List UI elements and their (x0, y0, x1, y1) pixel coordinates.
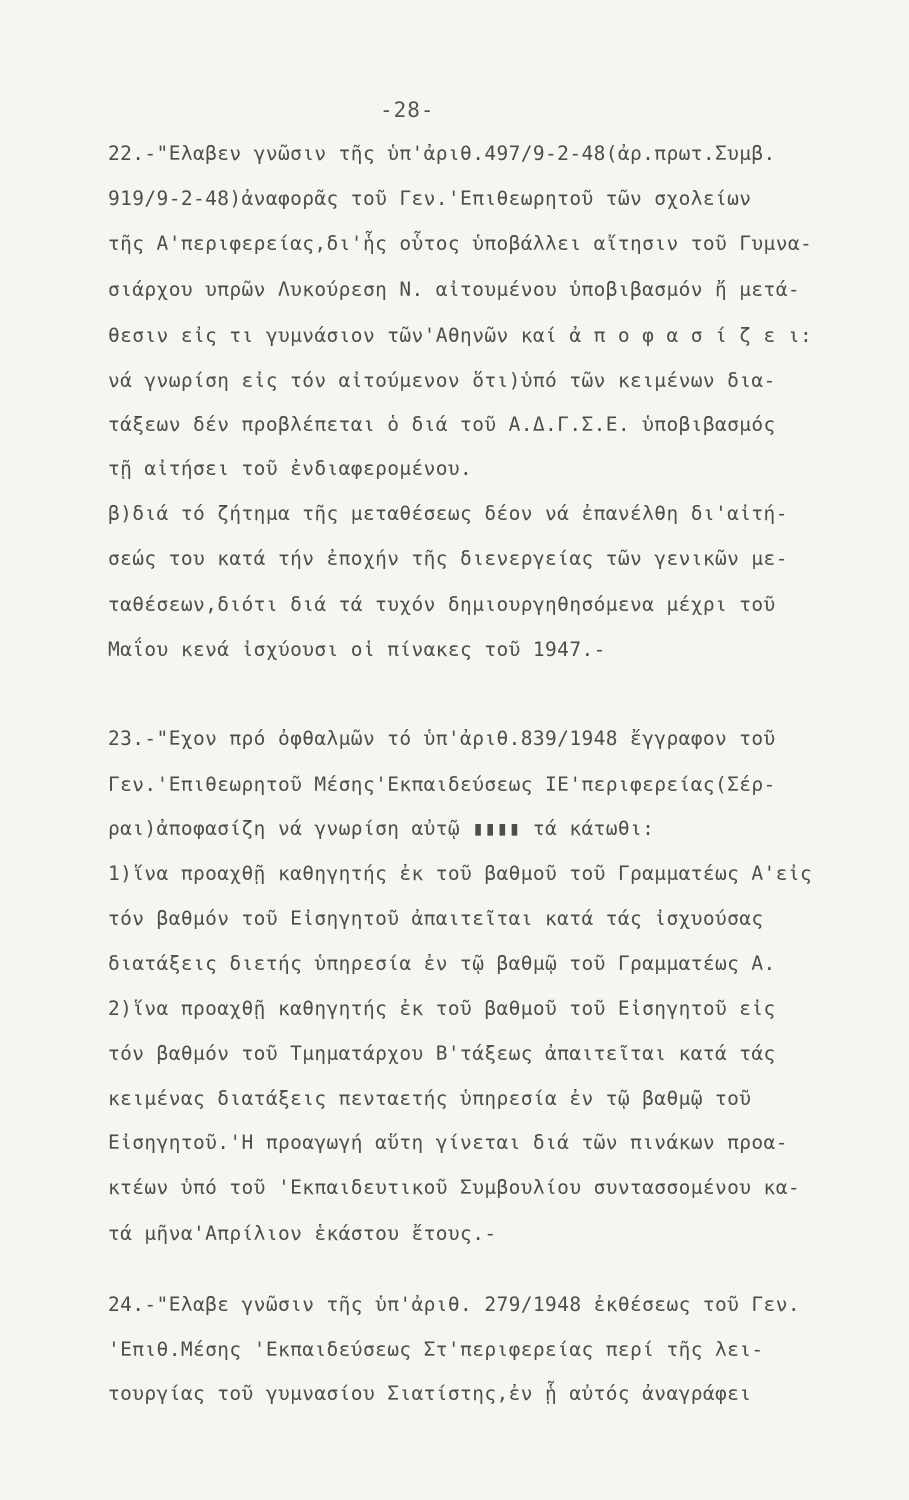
text-line: 'Επιθ.Μέσης 'Εκπαιδεύσεως Στ'περιφερείας περί τῆς λει- (108, 1338, 764, 1361)
text-line: ραι)ἀποφασίζη νά γνωρίση αὐτῷ ▮▮▮▮ τά κάτωθι: (108, 817, 655, 840)
text-line: νά γνωρίση εἰς τόν αἰτούμενον ὅτι)ὑπό τῶν κειμένων δια- (108, 369, 776, 392)
text-line: τῆς Α'περιφερείας,δι'ἧς οὗτος ὑποβάλλει αἴτησιν τοῦ Γυμνα- (108, 232, 813, 255)
text-line: κειμένας διατάξεις πενταετής ὑπηρεσία ἐν τῷ βαθμῷ τοῦ (108, 1087, 752, 1110)
text-line: τουργίας τοῦ γυμνασίου Σιατίστης,ἐν ᾗ αὐτός ἀναγράφει (108, 1382, 752, 1405)
text-line: 919/9-2-48)ἀναφορᾶς τοῦ Γεν.'Επιθεωρητοῦ τῶν σχολείων (108, 187, 752, 210)
text-line: β)διά τό ζήτημα τῆς μεταθέσεως δέον νά ἐπανέλθη δι'αἰτή- (108, 502, 788, 525)
text-line: 22.-"Ελαβεν γνῶσιν τῆς ὑπ'ἀριθ.497/9-2-48(ἀρ.πρωτ.Συμβ. (108, 142, 776, 165)
text-line: Γεν.'Επιθεωρητοῦ Μέσης'Εκπαιδεύσεως ΙΕ'περιφερείας(Σέρ- (108, 773, 776, 796)
text-line: 23.-"Εχον πρό ὀφθαλμῶν τό ὑπ'ἀριθ.839/1948 ἔγγραφον τοῦ (108, 727, 776, 750)
text-line: κτέων ὑπό τοῦ 'Εκπαιδευτικοῦ Συμβουλίου συντασσομένου κα- (108, 1176, 800, 1199)
text-line: 2)ἵνα προαχθῇ καθηγητής ἐκ τοῦ βαθμοῦ τοῦ Εἰσηγητοῦ εἰς (108, 997, 776, 1020)
text-line: τάξεων δέν προβλέπεται ὁ διά τοῦ Α.Δ.Γ.Σ.Ε. ὑποβιβασμός (108, 413, 776, 436)
page-number: -28- (380, 98, 435, 122)
text-line: τῇ αἰτήσει τοῦ ἐνδιαφερομένου. (108, 457, 473, 480)
text-line: σιάρχου υπρῶν Λυκούρεση Ν. αἰτουμένου ὑποβιβασμόν ἤ μετά- (108, 278, 800, 301)
text-line: 24.-"Ελαβε γνῶσιν τῆς ὑπ'ἀριθ. 279/1948 ἐκθέσεως τοῦ Γεν. (108, 1293, 800, 1316)
text-line: διατάξεις διετής ὑπηρεσία ἐν τῷ βαθμῷ τοῦ Γραμματέως Α. (108, 952, 776, 975)
text-line: τόν βαθμόν τοῦ Τμηματάρχου Β'τάξεως ἀπαιτεῖται κατά τάς (108, 1042, 776, 1065)
text-line: τόν βαθμόν τοῦ Εἰσηγητοῦ ἀπαιτεῖται κατά τάς ἰσχυούσας (108, 907, 764, 930)
text-line: σεώς του κατά τήν ἐποχήν τῆς διενεργείας τῶν γενικῶν με- (108, 547, 788, 570)
text-line: ταθέσεων,διότι διά τά τυχόν δημιουργηθησόμενα μέχρι τοῦ (108, 593, 776, 616)
text-line: Μαΐου κενά ἰσχύουσι οἱ πίνακες τοῦ 1947.- (108, 638, 606, 661)
text-line: θεσιν εἰς τι γυμνάσιον τῶν'Αθηνῶν καί ἀ π ο φ α σ ί ζ ε ι: (108, 324, 813, 347)
text-line: τά μῆνα'Απρίλιον ἑκάστου ἔτους.- (108, 1222, 497, 1245)
text-line: Εἰσηγητοῦ.'Η προαγωγή αὕτη γίνεται διά τῶν πινάκων προα- (108, 1131, 788, 1154)
text-line: 1)ἵνα προαχθῇ καθηγητής ἐκ τοῦ βαθμοῦ τοῦ Γραμματέως Α'εἰς (108, 862, 813, 885)
